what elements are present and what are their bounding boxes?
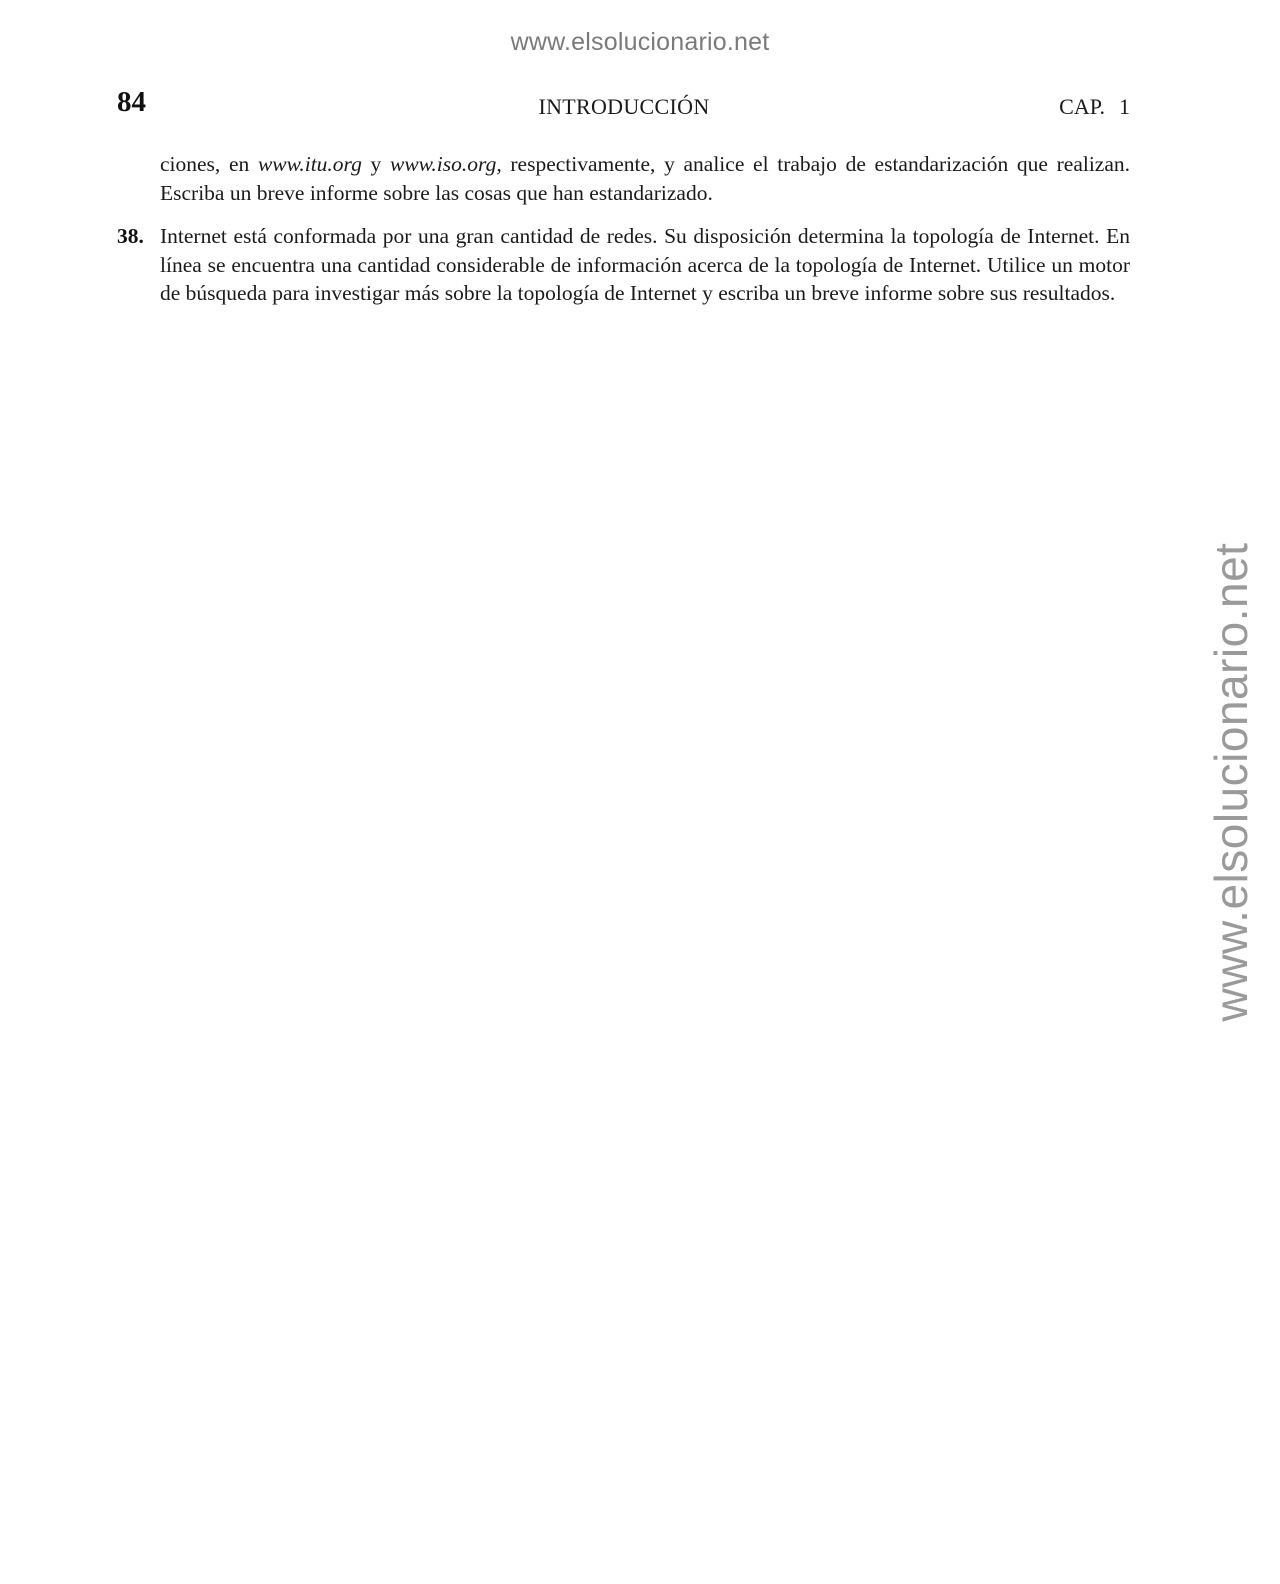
- url-iso: www.iso.org,: [389, 152, 502, 176]
- question-number: 38.: [117, 224, 144, 248]
- page-number: 84: [117, 86, 146, 118]
- continuation-text-3: respectivamente, y analice el trabajo de estandarización que realizan. Escriba un breve informe sobre las cosas que han estandarizado.: [160, 152, 1131, 205]
- chapter-label: [1059, 94, 1130, 120]
- chapter-number: 1: [1119, 94, 1130, 119]
- watermark-top: www.elsolucionario.net: [510, 28, 770, 56]
- chapter-label-text: CAP.: [1059, 94, 1105, 119]
- url-itu: www.itu.org: [257, 152, 362, 176]
- running-head-title: INTRODUCCIÓN: [538, 94, 710, 119]
- continuation-paragraph: [160, 150, 1130, 207]
- question-text: Internet está conformada por una gran cantidad de redes. Su disposición determina la topología de Internet. En línea se encuentra una cantidad considerable de información acerca de la topología de Internet. Utilice un motor de búsqueda para investigar más sobre la topología de Internet y escriba un breve informe sobre sus resultados.: [160, 224, 1130, 305]
- continuation-text-2: y: [361, 152, 390, 176]
- watermark-side: www.elsolucionario.net: [1205, 542, 1257, 1022]
- continuation-text-1: ciones, en: [160, 152, 258, 176]
